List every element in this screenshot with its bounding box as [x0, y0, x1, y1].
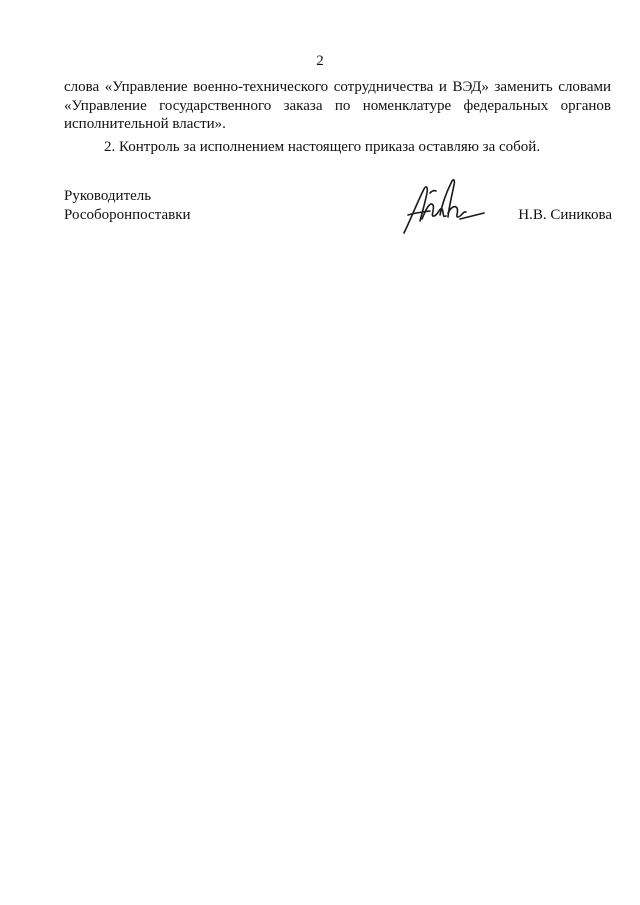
signer-position — [64, 187, 191, 225]
document-body — [64, 78, 611, 156]
paragraph-item-2: 2. Контроль за исполнением настоящего приказа оставляю за собой. — [104, 138, 541, 155]
signer-position-line-2: Рособоронпоставки — [64, 207, 191, 223]
paragraph-continuation: слова «Управление военно-технического сотрудничества и ВЭД» заменить словами «Управление государственного заказа по номенклатуре федеральных органов исполнительной власти». — [64, 79, 611, 132]
signer-position-line-1: Руководитель — [64, 188, 152, 204]
page-number: 2 — [316, 53, 324, 69]
signature-block — [64, 187, 612, 247]
signer-name: Н.В. Синикова — [518, 207, 612, 223]
handwritten-signature — [400, 175, 486, 237]
